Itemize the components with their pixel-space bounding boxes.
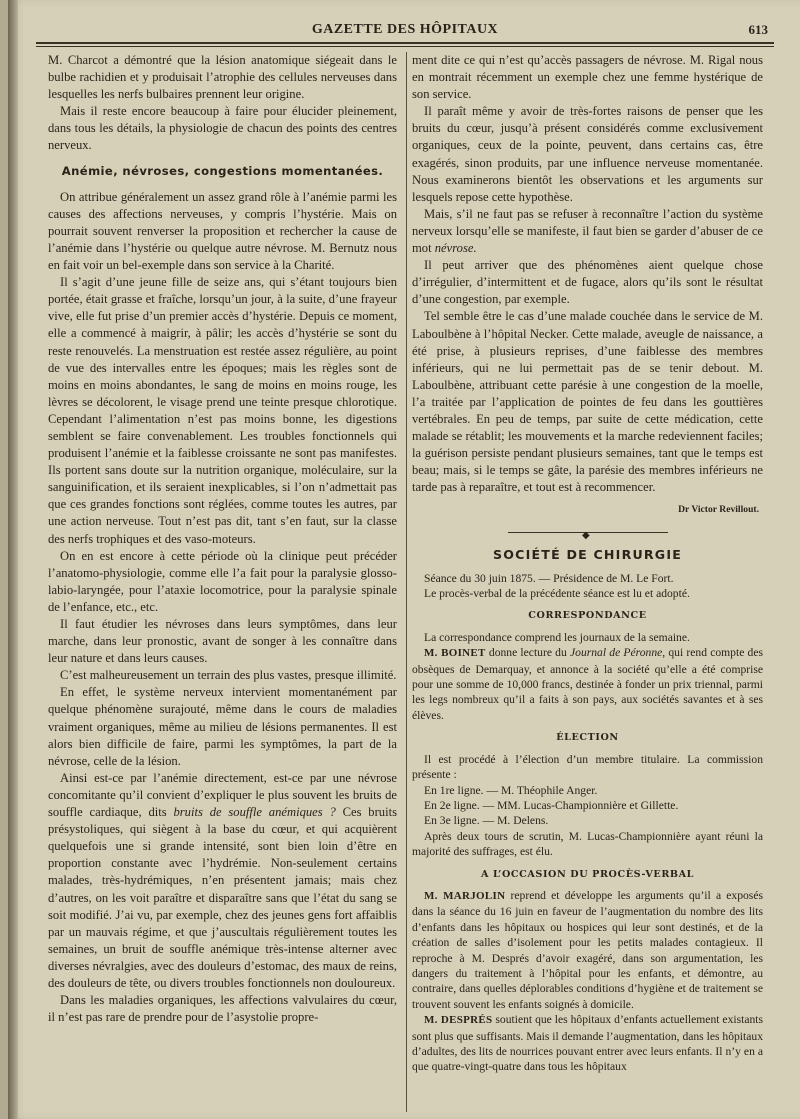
paragraph bbox=[412, 645, 763, 723]
ballot-line: En 1re ligne. — M. Théophile Anger. bbox=[424, 783, 598, 797]
text-run: , qui rend compte des obsèques de Demarquay, et annonce à la société qu’elle a été comprise pour une somme de 10,000 francs, destinée à fonder un prix triennal, parmi les legs nombreux qu’il a faits à son pays, aux sociétés savantes et à ses élèves. bbox=[412, 646, 764, 722]
paragraph: Il paraît même y avoir de très-fortes raisons de penser que les bruits du cœur, jusqu’à présent considérés comme exclusivement organiques, ceux de la pointe, peuvent, dans certains cas, être exagérés, sinon produits, par une influence nerveuse momentanée. Nous examinerons bientôt les observations et les arguments sur lesquels repose cette hypothèse. bbox=[412, 104, 763, 204]
emphasis-text: Journal de Péronne bbox=[570, 646, 663, 660]
column-divider bbox=[406, 52, 407, 1112]
section-ornament bbox=[412, 526, 763, 540]
speaker-name: M. BOINET bbox=[424, 647, 486, 660]
author-signature: Dr Victor Revillout. bbox=[678, 504, 759, 516]
paragraph: On attribue généralement un assez grand rôle à l’anémie parmi les causes des affections nerveuses, y compris l’hystérie. Mais on pourrait souvent renverser la proposition et rechercher la cause de l’anémie dans l’hystérie ou quelque autre névrose. M. Bernutz nous en fait voir un bel-exemple dans son service à la Charité. bbox=[48, 189, 397, 273]
paragraph: Après deux tours de scrutin, M. Lucas-Championnière ayant réuni la majorité des suffrages, est élu. bbox=[412, 829, 763, 859]
text-run: Mais, s’il ne faut pas se refuser à reconnaître l’action du système nerveux lorsqu’elle se manifeste, il faut bien se garder d’abuser de ce mot bbox=[412, 206, 763, 256]
paragraph: En effet, le système nerveux intervient momentanément par quelque phénomène surajouté, même dans le cours de maladies vraiment organiques, même au milieu de lésions permanentes. Il est alors bien difficile de faire, parmi les symptômes, la part de la névrose, celle de la lésion. bbox=[48, 685, 397, 768]
page-spine bbox=[8, 0, 18, 1119]
diamond-icon: ◆ bbox=[582, 529, 590, 541]
ballot-line: En 3e ligne. — M. Delens. bbox=[424, 814, 549, 828]
right-column bbox=[412, 52, 763, 1075]
paragraph: On en est encore à cette période où la clinique peut précéder l’anatomo-physiologie, comme elle l’a fait pour la paralysie glosso-labio-laryngée, pour l’ataxie locomotrice, pour la paralysie spinale de l’enfance, etc., etc. bbox=[48, 548, 397, 614]
emphasis-text: bruits de souffle anémiques ? bbox=[173, 805, 336, 820]
paragraph: Mais il reste encore beaucoup à faire pour élucider pleinement, dans tous les détails, la physiologie de chacun des points des centres nerveux. bbox=[48, 104, 397, 153]
subheading-election: ÉLECTION bbox=[556, 732, 619, 744]
paragraph: La correspondance comprend les journaux de la semaine. bbox=[424, 630, 690, 644]
paragraph: Tel semble être le cas d’une malade couchée dans le service de M. Laboulbène à l’hôpital Necker. Cette malade, aveugle de naissance, a été prise, à plusieurs reprises, d’une faiblesse des membres inférieurs, qui ne lui permettait pas de se tenir debout. M. Laboulbène, attribuant cette parésie à une congestion de la moelle, l’a traitée par l’application de pointes de feu dans les gouttières vertébrales. En peu de temps, par suite de cette médication, cette malade se rétablit; les mouvements et la marche redeviennent faciles; la guérison persiste pendant plusieurs semaines, tant que le temps est beau; mais, si le temps se gâte, la parésie des membres inférieurs ne tarde pas à reparaître, et tout est à recommencer. bbox=[412, 309, 763, 495]
text-run: donne lecture du bbox=[485, 646, 570, 660]
paragraph: Dans les maladies organiques, les affections valvulaires du cœur, il n’est pas rare de prendre pour de l’asystolie propre- bbox=[48, 993, 397, 1025]
article-heading: Anémie, névroses, congestions momentanées. bbox=[61, 163, 384, 178]
paragraph bbox=[412, 1012, 763, 1075]
subheading-correspondance: CORRESPONDANCE bbox=[528, 610, 647, 622]
paragraph bbox=[412, 888, 763, 1012]
text-run: reprend et développe les arguments qu’il a exposés dans la séance du 16 juin en faveur de l’augmentation du nombre des lits d’enfants dans les hôpitaux ou hospices qui leur sont destinés, et de la création de salles d’isolement pour les petits malades contagieux. Il reproche à M. Després d’avoir exagéré, dans son argumentation, les dangers du traitement à l’hôpital pour les enfants, et démontre, au contraire, dans quelles déplorables conditions d’hygiène et de traitement se trouvent souvent les enfants soignés à domicile. bbox=[412, 888, 763, 1011]
subheading-proces-verbal: A L’OCCASION DU PROCÈS-VERBAL bbox=[480, 868, 695, 880]
speaker-name: M. MARJOLIN bbox=[424, 889, 506, 902]
session-date: Séance du 30 juin 1875. — Présidence de M. Le Fort. bbox=[424, 571, 674, 585]
page-header bbox=[36, 18, 774, 42]
paragraph: Il faut étudier les névroses dans leurs symptômes, dans leur marche, dans leur pronostic, avant de songer à les connaître dans leur nature et dans leurs causes. bbox=[48, 617, 397, 666]
ballot-line: En 2e ligne. — MM. Lucas-Championnière et Gillette. bbox=[424, 798, 679, 812]
paragraph: Il peut arriver que des phénomènes aient quelque chose d’irrégulier, d’intermittent et de fugace, alors qu’ils sont le résultat d’une congestion, par exemple. bbox=[412, 258, 763, 307]
section-title: SOCIÉTÉ DE CHIRURGIE bbox=[492, 546, 683, 562]
left-column bbox=[48, 52, 397, 1026]
paragraph: Le procès-verbal de la précédente séance est lu et adopté. bbox=[424, 587, 690, 601]
text-run: soutient que les hôpitaux d’enfants actuellement existants sont plus que suffisants. Mais il demande l’augmentation, dans les hôpitaux d’adultes, des lits de nourrices pouvant entrer avec leurs enfants. Il n’y en a que quatre-vingt-quatre dans tous les hôpitaux bbox=[412, 1013, 763, 1074]
session-report bbox=[412, 571, 763, 1075]
page-number: 613 bbox=[748, 22, 768, 37]
speaker-name: M. DESPRÉS bbox=[424, 1014, 493, 1027]
text-run: Ainsi est-ce par l’anémie directement, est-ce par une névrose concomitante qu’il convient d’expliquer le plus souvent les bruits de souffle cardiaque, dits bbox=[48, 770, 397, 820]
paragraph: M. Charcot a démontré que la lésion anatomique siégeait dans le bulbe rachidien et y produisait l’atrophie des cellules nerveuses dans lesquelles les nerfs bulbaires prennent leur origine. bbox=[48, 53, 397, 102]
header-rule-thick bbox=[36, 42, 774, 44]
text-run: Ces bruits présystoliques, qui siègent à la base du cœur, et qui acquièrent quelquefois une si grande intensité, sont bien loin d’être en proportion constante avec l’hydrémie. Non-seulement certains malades, très-hydrémiques, n’en présentent jamais; mais chez d’autres, on les voit paraître et disparaître sans que l’état du sang se soit modifié. J’ai vu, par exemple, chez des jeunes gens fort affaiblis par un mauvais régime, et que j’auscultais régulièrement toutes les semaines, un bruit de souffle anémique très-intense alterner avec diverses névralgies, avec des douleurs d’estomac, des maux de reins, des douleurs de tête, ou divers troubles fonctionnels non douloureux. bbox=[48, 805, 397, 990]
paragraph bbox=[48, 770, 397, 992]
paragraph: Il s’agit d’une jeune fille de seize ans, qui s’étant toujours bien portée, était grasse et fraîche, lorsqu’un jour, à la suite, d’une frayeur vive, elle fut prise d’un premier accès d’hystérie. Depuis ce moment, elle a commencé à maigrir, à pâlir; les accès d’hystérie se sont du reste renouvelés. La menstruation est restée assez régulière, au point de vue des intervalles entre les époques; mais les règles sont de moins en moins abondantes, le sang de moins en moins rouge, les lèvres se décolorent, le visage prend une teinte presque chlorotique. Cependant l’alimentation n’est pas moins bonne, les digestions semblent se faire convenablement. Les troubles fonctionnels qui produisent l’anémie et la faiblesse croissante ne sont pas manifestes. Ils portent sans doute sur la nutrition organique, moléculaire, sur la sanguinification, et ils seraient inexplicables, si l’on n’admettait pas que ces grandes fonctions sont réglées, comme toutes les autres, par une action nerveuse. Tout n’est pas dit, tant s’en faut, sur la classe des nerfs trophiques et des vaso-moteurs. bbox=[48, 275, 397, 546]
paragraph bbox=[412, 206, 763, 257]
journal-title: GAZETTE DES HÔPITAUX bbox=[311, 22, 499, 37]
paragraph: Il est procédé à l’élection d’un membre titulaire. La commission présente : bbox=[412, 752, 763, 782]
newspaper-page bbox=[8, 0, 800, 1119]
paragraph: C’est malheureusement un terrain des plus vastes, presque illimité. bbox=[60, 668, 397, 683]
paragraph: ment dite ce qui n’est qu’accès passagers de névrose. M. Rigal nous en montrait récemment un exemple chez une femme hystérique de son service. bbox=[412, 53, 763, 102]
emphasis-text: névrose. bbox=[434, 241, 477, 256]
header-rule-thin bbox=[36, 46, 774, 47]
